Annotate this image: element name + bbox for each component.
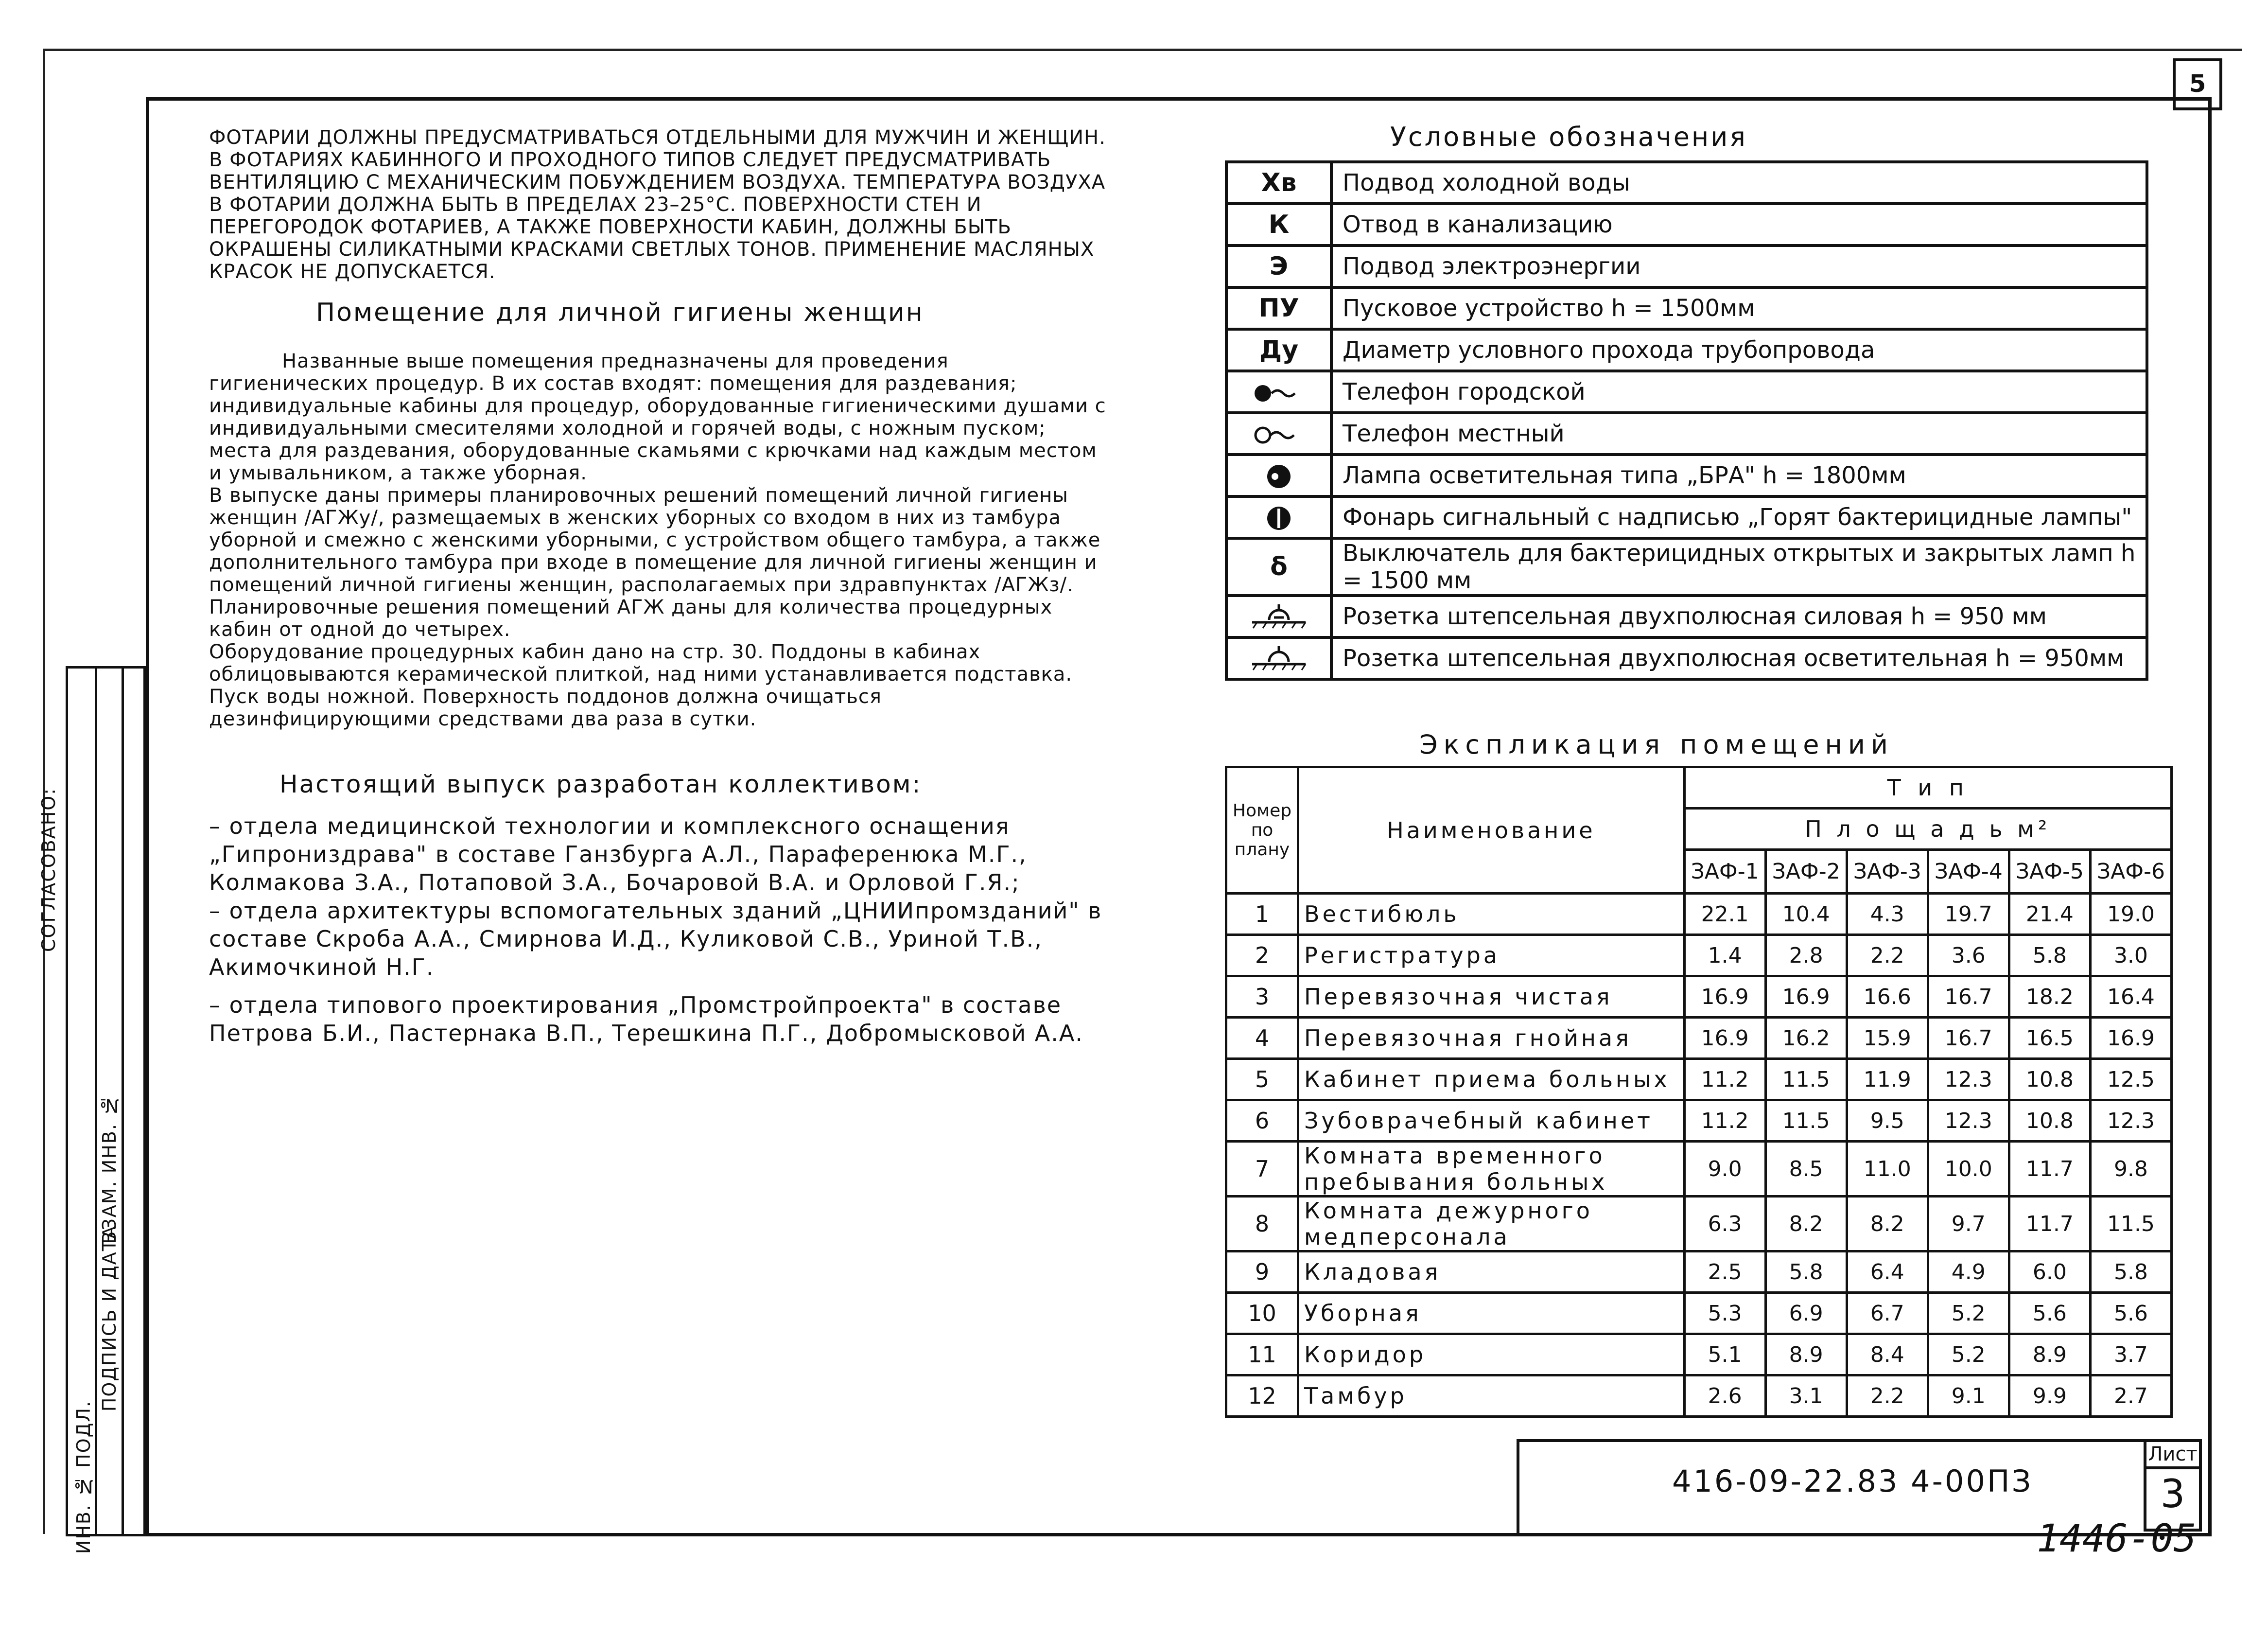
area-value: 16.6 [1847, 976, 1928, 1018]
sign-date-label: ПОДПИСЬ И ДАТА [99, 1225, 120, 1412]
area-value: 16.5 [2009, 1018, 2090, 1059]
legend-row [1226, 637, 2147, 679]
section-heading: Помещение для личной гигиены женщин [316, 298, 924, 327]
area-value: 2.5 [1684, 1251, 1765, 1293]
area-value: 5.2 [1928, 1293, 2009, 1334]
area-value: 9.9 [2009, 1375, 2090, 1417]
strip-divider [95, 669, 97, 1534]
room-number: 4 [1226, 1018, 1298, 1059]
room-name: Коридор [1298, 1334, 1685, 1375]
area-value: 8.5 [1765, 1142, 1847, 1197]
area-value: 10.0 [1928, 1142, 2009, 1197]
explication-title: Экспликация помещений [1419, 729, 1894, 760]
legend-symbol: ПУ [1226, 287, 1331, 329]
vzam-inv-label: ВЗАМ. ИНВ. № [99, 1094, 120, 1244]
area-value: 3.1 [1765, 1375, 1847, 1417]
area-value: 5.6 [2090, 1293, 2171, 1334]
area-value: 2.8 [1765, 935, 1847, 976]
type-header: ЗАФ-2 [1765, 850, 1847, 894]
header-type: Т и п [1684, 767, 2171, 809]
room-name: Комната временного пребывания больных [1298, 1142, 1685, 1197]
agreed-label: СОГЛАСОВАНО: [38, 788, 59, 952]
area-value: 16.7 [1928, 976, 2009, 1018]
type-header: ЗАФ-1 [1684, 850, 1765, 894]
area-value: 5.3 [1684, 1293, 1765, 1334]
area-value: 8.2 [1847, 1197, 1928, 1251]
legend-text: Розетка штепсельная двухполюсная силовая h = 950 мм [1331, 596, 2147, 637]
type-header: ЗАФ-5 [2009, 850, 2090, 894]
room-number: 11 [1226, 1334, 1298, 1375]
legend-text: Розетка штепсельная двухполюсная осветительная h = 950мм [1331, 637, 2147, 679]
room-number: 8 [1226, 1197, 1298, 1251]
team-item: – отдела медицинской технологии и комплексного оснащения „Гипрониздрава" в составе Ганзбурга А.Л., Параференюка М.Г., Колмакова З.А., Потаповой З.А., Бочаровой В.А. и Орловой Г.Я.; [209, 813, 1027, 896]
phone-local-icon [1252, 423, 1306, 447]
legend-row [1226, 496, 2147, 538]
area-value: 16.2 [1765, 1018, 1847, 1059]
table-row [1226, 1142, 2172, 1197]
area-value: 3.7 [2090, 1334, 2171, 1375]
room-name: Кладовая [1298, 1251, 1685, 1293]
area-value: 16.9 [1684, 976, 1765, 1018]
area-value: 16.9 [2090, 1018, 2171, 1059]
room-name: Зубоврачебный кабинет [1298, 1100, 1685, 1142]
signal-lantern-icon [1264, 504, 1293, 533]
area-value: 8.2 [1765, 1197, 1847, 1251]
area-value: 6.4 [1847, 1251, 1928, 1293]
area-value: 5.6 [2009, 1293, 2090, 1334]
explication-body [1226, 894, 2172, 1417]
area-value: 16.4 [2090, 976, 2171, 1018]
area-value: 15.9 [1847, 1018, 1928, 1059]
area-value: 11.5 [1765, 1059, 1847, 1100]
area-value: 12.3 [2090, 1100, 2171, 1142]
table-row [1226, 976, 2172, 1018]
area-value: 11.2 [1684, 1100, 1765, 1142]
area-value: 2.7 [2090, 1375, 2171, 1417]
light-socket-icon [1247, 645, 1310, 674]
legend-row [1226, 204, 2147, 246]
team-item: – отдела архитектуры вспомогательных зданий „ЦНИИпромзданий" в составе Скроба А.А., Смирнова И.Д., Куликовой С.В., Уриной Т.В., Акимочкиной Н.Г. [209, 898, 1102, 980]
area-value: 19.7 [1928, 894, 2009, 935]
table-row [1226, 1375, 2172, 1417]
legend-text: Лампа осветительная типа „БРА" h = 1800мм [1331, 455, 2147, 496]
room-name: Регистратура [1298, 935, 1685, 976]
room-number: 5 [1226, 1059, 1298, 1100]
legend-text: Диаметр условного прохода трубопровода [1331, 329, 2147, 371]
table-row [1226, 1293, 2172, 1334]
room-name: Кабинет приема больных [1298, 1059, 1685, 1100]
room-number: 10 [1226, 1293, 1298, 1334]
legend-row [1226, 596, 2147, 637]
area-value: 8.9 [1765, 1334, 1847, 1375]
area-value: 16.9 [1765, 976, 1847, 1018]
area-value: 12.3 [1928, 1100, 2009, 1142]
table-row [1226, 894, 2172, 935]
area-value: 11.0 [1847, 1142, 1928, 1197]
team-list [209, 812, 1108, 1047]
hygiene-paragraph: Названные выше помещения предназначены для проведения гигиенических процедур. В их состав входят: помещения для раздевания; индивидуальные кабины для процедур, оборудованные гигиеническими душами с индивидуальными смесителями холодной и горячей воды, с ножным пуском; места для раздевания, оборудованные скамьями с крючками над каждым местом и умывальником, а также уборная. [209, 350, 1106, 484]
area-value: 11.5 [2090, 1197, 2171, 1251]
area-value: 10.8 [2009, 1100, 2090, 1142]
area-value: 19.0 [2090, 894, 2171, 935]
sheet-label: Лист [2146, 1442, 2199, 1469]
room-name: Тамбур [1298, 1375, 1685, 1417]
area-value: 4.3 [1847, 894, 1928, 935]
room-number: 9 [1226, 1251, 1298, 1293]
area-value: 3.6 [1928, 935, 2009, 976]
area-value: 2.6 [1684, 1375, 1765, 1417]
legend-title: Условные обозначения [1390, 122, 1747, 152]
area-value: 5.8 [1765, 1251, 1847, 1293]
legend-text: Телефон городской [1331, 371, 2147, 413]
table-row [1226, 1100, 2172, 1142]
area-value: 1.4 [1684, 935, 1765, 976]
area-value: 11.2 [1684, 1059, 1765, 1100]
power-socket-icon [1247, 603, 1310, 632]
table-row [1226, 1197, 2172, 1251]
room-name: Вестибюль [1298, 894, 1685, 935]
header-row [1226, 767, 2172, 809]
area-value: 9.7 [1928, 1197, 2009, 1251]
legend-table [1225, 160, 2148, 681]
area-value: 21.4 [2009, 894, 2090, 935]
area-value: 6.7 [1847, 1293, 1928, 1334]
area-value: 2.2 [1847, 935, 1928, 976]
area-value: 22.1 [1684, 894, 1765, 935]
room-number: 1 [1226, 894, 1298, 935]
area-value: 10.8 [2009, 1059, 2090, 1100]
intro-paragraph [209, 126, 1108, 283]
area-value: 12.5 [2090, 1059, 2171, 1100]
room-name: Комната дежурного медперсонала [1298, 1197, 1685, 1251]
planning-paragraph: Планировочные решения помещений АГЖ даны для количества процедурных кабин от одной до четырех. [209, 596, 1053, 641]
legend-row [1226, 329, 2147, 371]
legend-text: Подвод холодной воды [1331, 162, 2147, 204]
team-heading: Настоящий выпуск разработан коллективом: [279, 770, 922, 798]
area-value: 6.9 [1765, 1293, 1847, 1334]
table-row [1226, 935, 2172, 976]
legend-symbol: Э [1226, 246, 1331, 287]
type-header: ЗАФ-4 [1928, 850, 2009, 894]
room-number: 2 [1226, 935, 1298, 976]
equipment-paragraph: Оборудование процедурных кабин дано на стр. 30. Поддоны в кабинах облицовываются керамической плиткой, над ними устанавливается подставка. Пуск воды ножной. Поверхность поддонов должна очищаться дезинфицирующими средствами два раза в сутки. [209, 641, 1073, 730]
phone-city-icon [1252, 381, 1306, 405]
area-value: 5.1 [1684, 1334, 1765, 1375]
area-value: 9.0 [1684, 1142, 1765, 1197]
area-value: 11.9 [1847, 1059, 1928, 1100]
area-value: 2.2 [1847, 1375, 1928, 1417]
area-value: 11.7 [2009, 1142, 2090, 1197]
legend-row [1226, 287, 2147, 329]
sheet-number: 3 [2160, 1471, 2185, 1516]
header-name: Наименование [1298, 767, 1685, 894]
table-row [1226, 1251, 2172, 1293]
type-header: ЗАФ-6 [2090, 850, 2171, 894]
legend-row [1226, 246, 2147, 287]
room-name: Перевязочная чистая [1298, 976, 1685, 1018]
header-area: П л о щ а д ь м² [1684, 809, 2171, 850]
legend-text: Подвод электроэнергии [1331, 246, 2147, 287]
area-value: 16.7 [1928, 1018, 2009, 1059]
area-value: 9.1 [1928, 1375, 2009, 1417]
room-number: 12 [1226, 1375, 1298, 1417]
table-row [1226, 1059, 2172, 1100]
wall-lamp-icon [1264, 462, 1293, 491]
area-value: 8.4 [1847, 1334, 1928, 1375]
legend-row [1226, 162, 2147, 204]
fotarii-text: ФОТАРИИ ДОЛЖНЫ ПРЕДУСМАТРИВАТЬСЯ ОТДЕЛЬНЫМИ ДЛЯ МУЖЧИН И ЖЕНЩИН. В ФОТАРИЯХ КАБИННОГО И ПРОХОДНОГО ТИПОВ СЛЕДУЕТ ПРЕДУСМАТРИВАТЬ ВЕНТИЛЯЦИЮ С МЕХАНИЧЕСКИМ ПОБУЖДЕНИЕМ ВОЗДУХА. ТЕМПЕРАТУРА ВОЗДУХА В ФОТАРИИ ДОЛЖНА БЫТЬ В ПРЕДЕЛАХ 23–25°С. ПОВЕРХНОСТИ СТЕН И ПЕРЕГОРОДОК ФОТАРИЕВ, А ТАКЖЕ ПОВЕРХНОСТИ КАБИН, ДОЛЖНЫ БЫТЬ ОКРАШЕНЫ СИЛИКАТНЫМИ КРАСКАМИ СВЕТЛЫХ ТОНОВ. ПРИМЕНЕНИЕ МАСЛЯНЫХ КРАСОК НЕ ДОПУСКАЕТСЯ. [209, 126, 1106, 283]
area-value: 5.8 [2009, 935, 2090, 976]
sheet-box [2144, 1439, 2202, 1532]
examples-paragraph: В выпуске даны примеры планировочных решений помещений личной гигиены женщин /АГЖу/, размещаемых в женских уборных со входом в них из тамбура уборной и смежно с женскими уборными, с устройством общего тамбура, а также дополнительного тамбура при входе в помещение для личной гигиены женщин и помещений личной гигиены женщин, располагаемых при здравпунктах /АГЖз/. [209, 484, 1101, 596]
area-value: 5.2 [1928, 1334, 2009, 1375]
header-number: Номер по плану [1226, 767, 1298, 894]
type-header: ЗАФ-3 [1847, 850, 1928, 894]
area-value: 8.9 [2009, 1334, 2090, 1375]
document-code: 416-09-22.83 4-00ПЗ [1672, 1463, 2033, 1499]
legend-row [1226, 455, 2147, 496]
area-value: 10.4 [1765, 894, 1847, 935]
legend-row [1226, 413, 2147, 455]
area-value: 11.7 [2009, 1197, 2090, 1251]
corner-number: 5 [2173, 58, 2222, 110]
legend-text: Пусковое устройство h = 1500мм [1331, 287, 2147, 329]
area-value: 11.5 [1765, 1100, 1847, 1142]
area-value: 5.8 [2090, 1251, 2171, 1293]
table-row [1226, 1018, 2172, 1059]
legend-text: Выключатель для бактерицидных открытых и закрытых ламп h = 1500 мм [1331, 538, 2147, 596]
legend-symbol: Ду [1226, 329, 1331, 371]
area-value: 18.2 [2009, 976, 2090, 1018]
legend-text: Фонарь сигнальный с надписью „Горят бактерицидные лампы" [1331, 496, 2147, 538]
room-number: 3 [1226, 976, 1298, 1018]
area-value: 3.0 [2090, 935, 2171, 976]
area-value: 16.9 [1684, 1018, 1765, 1059]
legend-symbol: δ [1226, 538, 1331, 596]
room-number: 7 [1226, 1142, 1298, 1197]
legend-row [1226, 371, 2147, 413]
area-value: 4.9 [1928, 1251, 2009, 1293]
legend-text: Телефон местный [1331, 413, 2147, 455]
legend-symbol: Хв [1226, 162, 1331, 204]
area-value: 9.5 [1847, 1100, 1928, 1142]
legend-text: Отвод в канализацию [1331, 204, 2147, 246]
strip-divider [122, 669, 124, 1534]
area-value: 6.3 [1684, 1197, 1765, 1251]
area-value: 9.8 [2090, 1142, 2171, 1197]
explication-table [1225, 766, 2173, 1418]
room-number: 6 [1226, 1100, 1298, 1142]
room-name: Уборная [1298, 1293, 1685, 1334]
room-name: Перевязочная гнойная [1298, 1018, 1685, 1059]
inv-podl-label: ИНВ. № ПОДЛ. [73, 1400, 94, 1554]
area-value: 12.3 [1928, 1059, 2009, 1100]
legend-symbol: К [1226, 204, 1331, 246]
archive-number: 1446-05 [2037, 1517, 2197, 1561]
table-row [1226, 1334, 2172, 1375]
legend-row [1226, 538, 2147, 596]
area-value: 6.0 [2009, 1251, 2090, 1293]
team-item: – отдела типового проектирования „Промстройпроекта" в составе Петрова Б.И., Пастернака В.П., Терешкина П.Г., Добромысковой А.А. [209, 992, 1083, 1046]
hygiene-section [209, 350, 1108, 730]
